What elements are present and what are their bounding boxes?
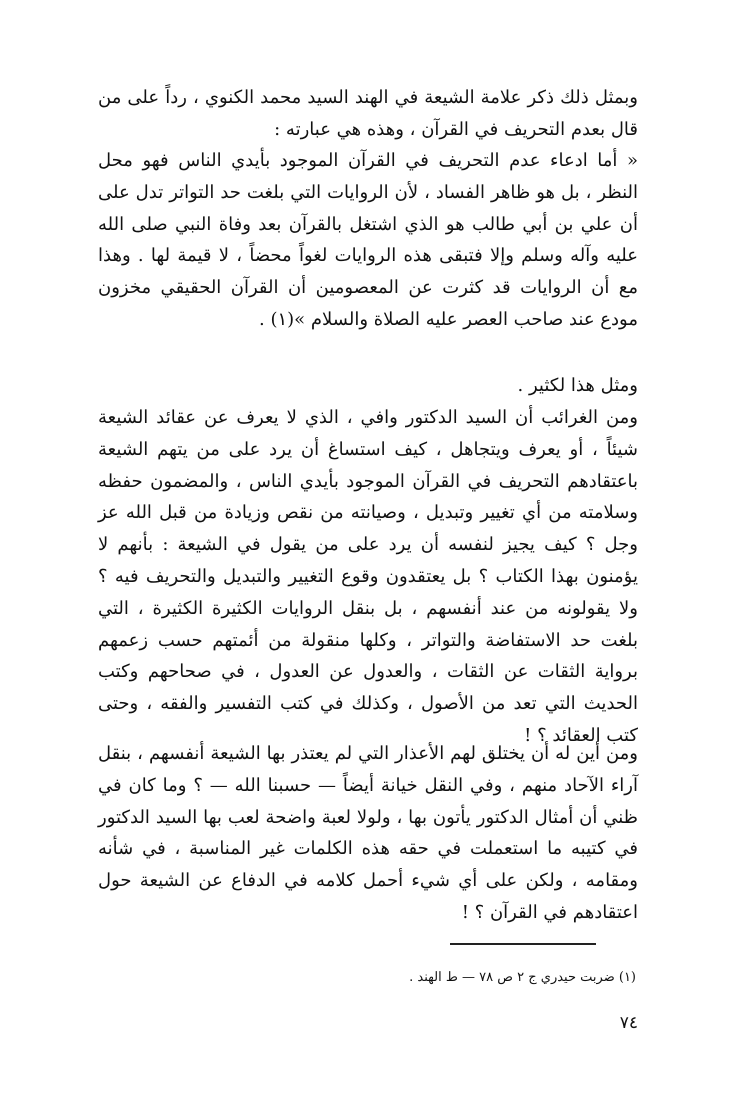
footnote-divider bbox=[450, 943, 596, 945]
page-number: ٧٤ bbox=[619, 1013, 638, 1033]
paragraph-critique: ومن الغرائب أن السيد الدكتور وافي ، الذي لا يعرف عن عقائد الشيعة شيئاً ، أو يعرف ويتجاهل ، كيف استساغ أن يرد على من يتهم الشيعة باعتقادهم التحريف في القرآن الموجود بأيدي الناس ، والمضمون حفظه وسلامته من أي تغيير وتبديل ، وصيانته من نقص وزيادة من قبل الله عز وجل ؟ كيف يجيز لنفسه أن يرد على من يقول في الشيعة : بأنهم لا يؤمنون بهذا الكتاب ؟ بل يعتقدون وقوع التغيير والتبديل والتحريف فيه ؟ ولا يقولونه من عند أنفسهم ، بل بنقل الروايات الكثيرة الكثيرة ، التي بلغت حد الاستفاضة والتواتر ، وكلها منقولة من أئمتهم حسب زعمهم برواية الثقات عن الثقات ، والعدول عن العدول ، في صحاحهم وكتب الحديث التي تعد من الأصول ، وكذلك في كتب التفسير والفقه ، وحتى كتب العقائد ؟ ! bbox=[98, 407, 638, 746]
paragraph-conclusion: ومن أين له أن يختلق لهم الأعذار التي لم يعتذر بها الشيعة أنفسهم ، بنقل آراء الآحاد منهم ، وفي النقل خيانة أيضاً — حسبنا الله — ؟ وما كان في ظني أن أمثال الدكتور يأتون بها ، ولولا لعبة واضحة لعب بها السيد الدكتور في كتيبه ما استعملت في حقه هذه الكلمات غير المناسبة ، في شأنه ومقامه ، ولكن على أي شيء أحمل كلامه في الدفاع عن الشيعة حول اعتقادهم في القرآن ؟ ! bbox=[98, 743, 638, 923]
paragraph-quotation: « أما ادعاء عدم التحريف في القرآن الموجود بأيدي الناس فهو محل النظر ، بل هو ظاهر الفساد ، لأن الروايات التي بلغت حد التواتر تدل على أن علي بن أبي طالب هو الذي اشتغل بالقرآن بعد وفاة النبي صلى الله عليه وآله وسلم وإلا فتبقى هذه الروايات لغواً محضاً ، لا قيمة لها . وهذا مع أن الروايات قد كثرت عن المعصومين أن القرآن الحقيقي مخزون مودع عند صاحب العصر عليه الصلاة والسلام »(١) . bbox=[98, 150, 638, 330]
paragraph-intro: وبمثل ذلك ذكر علامة الشيعة في الهند السيد محمد الكنوي ، رداً على من قال بعدم التحريف في القرآن ، وهذه هي عبارته : bbox=[98, 87, 638, 140]
footnote: (١) ضربت حيدري ج ٢ ص ٧٨ — ط الهند . bbox=[409, 970, 636, 985]
paragraph-short-remark: ومثل هذا لكثير . bbox=[517, 375, 638, 396]
